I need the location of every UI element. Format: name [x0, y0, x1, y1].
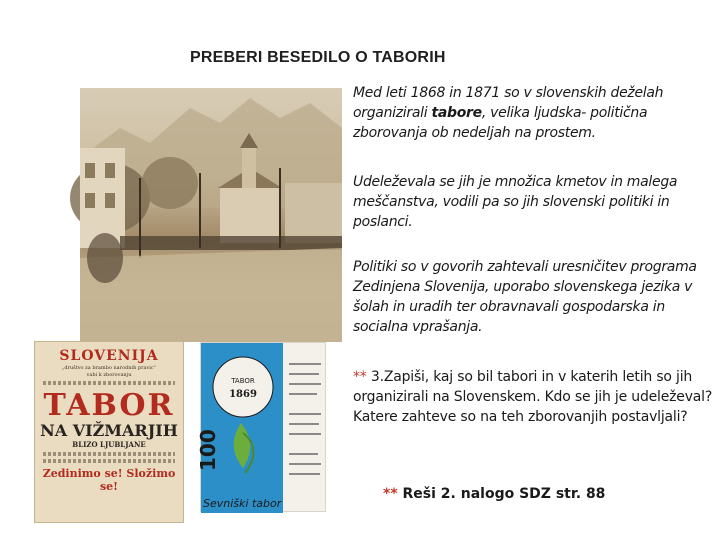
task-workbook: [383, 486, 605, 502]
tabor-poster: [34, 341, 184, 523]
poster-caption: Sevniški tabor: [203, 497, 282, 510]
poster-location-sub: BLIZO LJUBLJANE: [72, 440, 146, 449]
poster-main-title: TABOR: [43, 388, 175, 423]
poster-line: „društvo za brambo narodnih pravic“: [61, 365, 157, 371]
paragraph-text: Med leti 1868 in 1871 so v slovenskih deželah organizirali: [353, 85, 664, 121]
poster-text-lines: [43, 452, 175, 456]
photo-illustration: [80, 88, 342, 342]
poster2-year: 1869: [229, 389, 257, 400]
task-text: Reši 2. nalogo SDZ str. 88: [397, 486, 606, 502]
historical-photo: [80, 88, 342, 342]
sevnica-poster: [196, 342, 326, 512]
poster-location: NA VIŽMARJIH: [40, 421, 178, 440]
poster-heading: SLOVENIJA: [59, 348, 159, 364]
paragraph-text: , velika ljudska- politična zborovanja ob nedeljah na prostem.: [353, 105, 648, 141]
poster2-number: 100: [196, 429, 220, 471]
task-text: 3.Zapiši, kaj so bil tabori in v katerih letih so jih organizirali na Slovenskem. Kdo se jih je udeleževal? Katere zahteve so na teh zborovanjih postavljali?: [353, 369, 713, 425]
paragraph-participants: Udeleževala se jih je množica kmetov in malega meščanstva, vodili pa so jih slovenski politiki in poslanci.: [353, 174, 678, 230]
page-title: PREBERI BESEDILO O TABORIH: [190, 49, 446, 66]
poster-text-lines: [43, 381, 175, 385]
paragraph-demands: Politiki so v govorih zahtevali uresničitev programa Zedinjena Slovenija, uporabo slovenskega jezika v šolah in uradih ter obravnavali gospodarska in socialna vprašanja.: [353, 259, 697, 335]
task-question: [353, 367, 715, 427]
svg-text:TABOR: TABOR: [231, 377, 255, 385]
task-stars: **: [353, 369, 367, 385]
paragraph-bold-term: tabore: [431, 105, 482, 121]
poster-text-lines: [43, 459, 175, 463]
sevnica-poster-art: [196, 343, 327, 513]
paragraph-intro: [353, 83, 715, 143]
poster-line: vabi k zborovanju: [86, 372, 132, 378]
task-stars: **: [383, 486, 398, 502]
poster-slogan: Zedinimo se! Složimo se!: [42, 467, 176, 493]
